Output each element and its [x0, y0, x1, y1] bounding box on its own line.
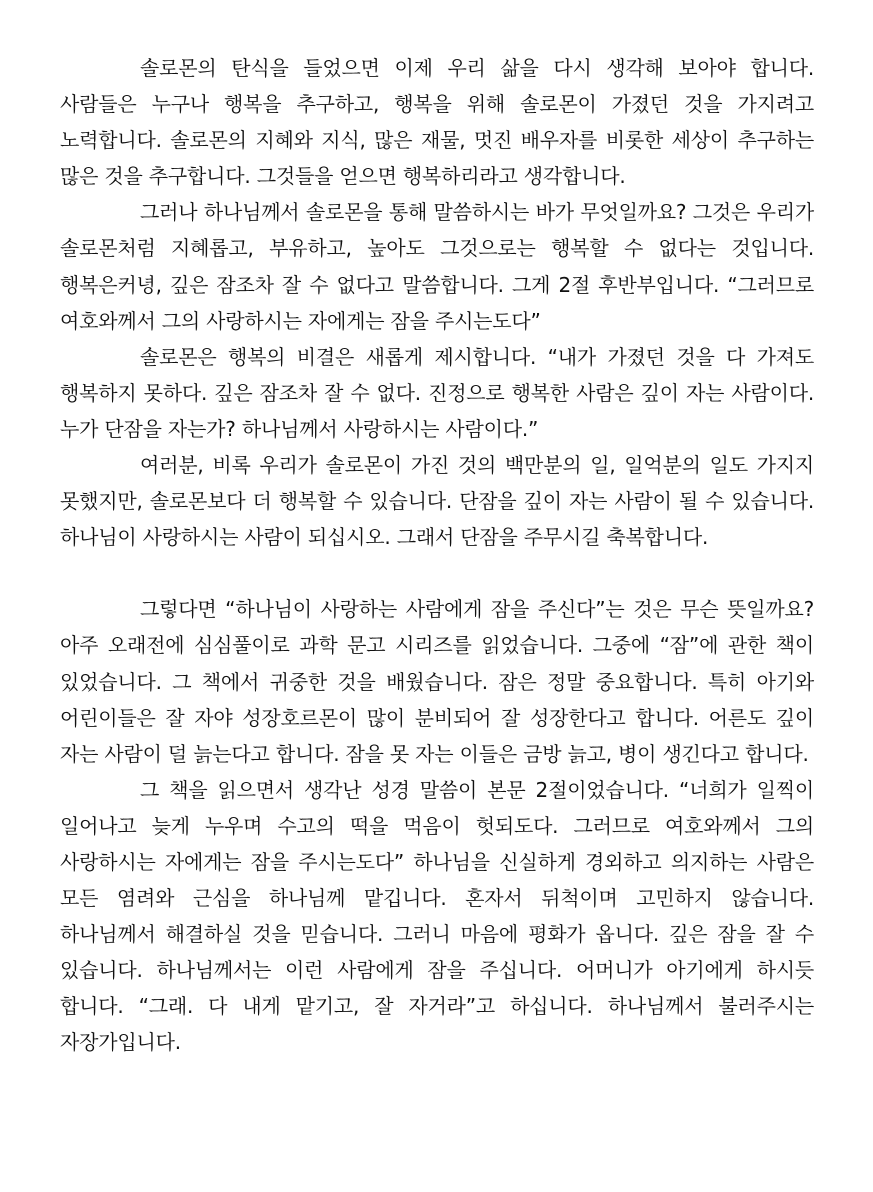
paragraph-gap — [60, 555, 814, 591]
paragraph-1: 솔로몬의 탄식을 들었으면 이제 우리 삶을 다시 생각해 보아야 합니다. 사람들은 누구나 행복을 추구하고, 행복을 위해 솔로몬이 가졌던 것을 가지려고 노력합니다. 솔로몬의 지혜와 지식, 많은 재물, 멋진 배우자를 비롯한 세상이 추구하는 많은 것을 추구합니다. 그것들을 얻으면 행복하리라고 생각합니다. — [60, 56, 814, 189]
paragraph-4: 여러분, 비록 우리가 솔로몬이 가진 것의 백만분의 일, 일억분의 일도 가지지 못했지만, 솔로몬보다 더 행복할 수 있습니다. 단잠을 깊이 자는 사람이 될 수 있습니다. 하나님이 사랑하시는 사람이 되십시오. 그래서 단잠을 주무시길 축복합니다. — [60, 453, 814, 550]
paragraph-2: 그러나 하나님께서 솔로몬을 통해 말씀하시는 바가 무엇일까요? 그것은 우리가 솔로몬처럼 지혜롭고, 부유하고, 높아도 그것으로는 행복할 수 없다는 것입니다. 행복은커녕, 깊은 잠조차 잘 수 없다고 말씀합니다. 그게 2절 후반부입니다. “그러므로 여호와께서 그의 사랑하시는 자에게는 잠을 주시는도다” — [60, 200, 814, 333]
paragraph-5: 그렇다면 “하나님이 사랑하는 사람에게 잠을 주신다”는 것은 무슨 뜻일까요? 아주 오래전에 심심풀이로 과학 문고 시리즈를 읽었습니다. 그중에 “잠”에 관한 책이 있었습니다. 그 책에서 귀중한 것을 배웠습니다. 잠은 정말 중요합니다. 특히 아기와 어린이들은 잘 자야 성장호르몬이 많이 분비되어 잘 성장한다고 합니다. 어른도 깊이 자는 사람이 덜 늙는다고 합니다. 잠을 못 자는 이들은 금방 늙고, 병이 생긴다고 합니다. — [60, 597, 814, 766]
paragraph-3: 솔로몬은 행복의 비결은 새롭게 제시합니다. “내가 가졌던 것을 다 가져도 행복하지 못하다. 깊은 잠조차 잘 수 없다. 진정으로 행복한 사람은 깊이 자는 사람이다. 누가 단잠을 자는가? 하나님께서 사랑하시는 사람이다.” — [60, 344, 814, 441]
paragraph-6: 그 책을 읽으면서 생각난 성경 말씀이 본문 2절이었습니다. “너희가 일찍이 일어나고 늦게 누우며 수고의 떡을 먹음이 헛되도다. 그러므로 여호와께서 그의 사랑하시는 자에게는 잠을 주시는도다” 하나님을 신실하게 경외하고 의지하는 사람은 모든 염려와 근심을 하나님께 맡깁니다. 혼자서 뒤척이며 고민하지 않습니다. 하나님께서 해결하실 것을 믿습니다. 그러니 마음에 평화가 옵니다. 깊은 잠을 잘 수 있습니다. 하나님께서는 이런 사람에게 잠을 주십니다. 어머니가 아기에게 하시듯 합니다. “그래. 다 내게 맡기고, 잘 자거라”고 하십니다. 하나님께서 불러주시는 자장가입니다. — [60, 777, 814, 1055]
